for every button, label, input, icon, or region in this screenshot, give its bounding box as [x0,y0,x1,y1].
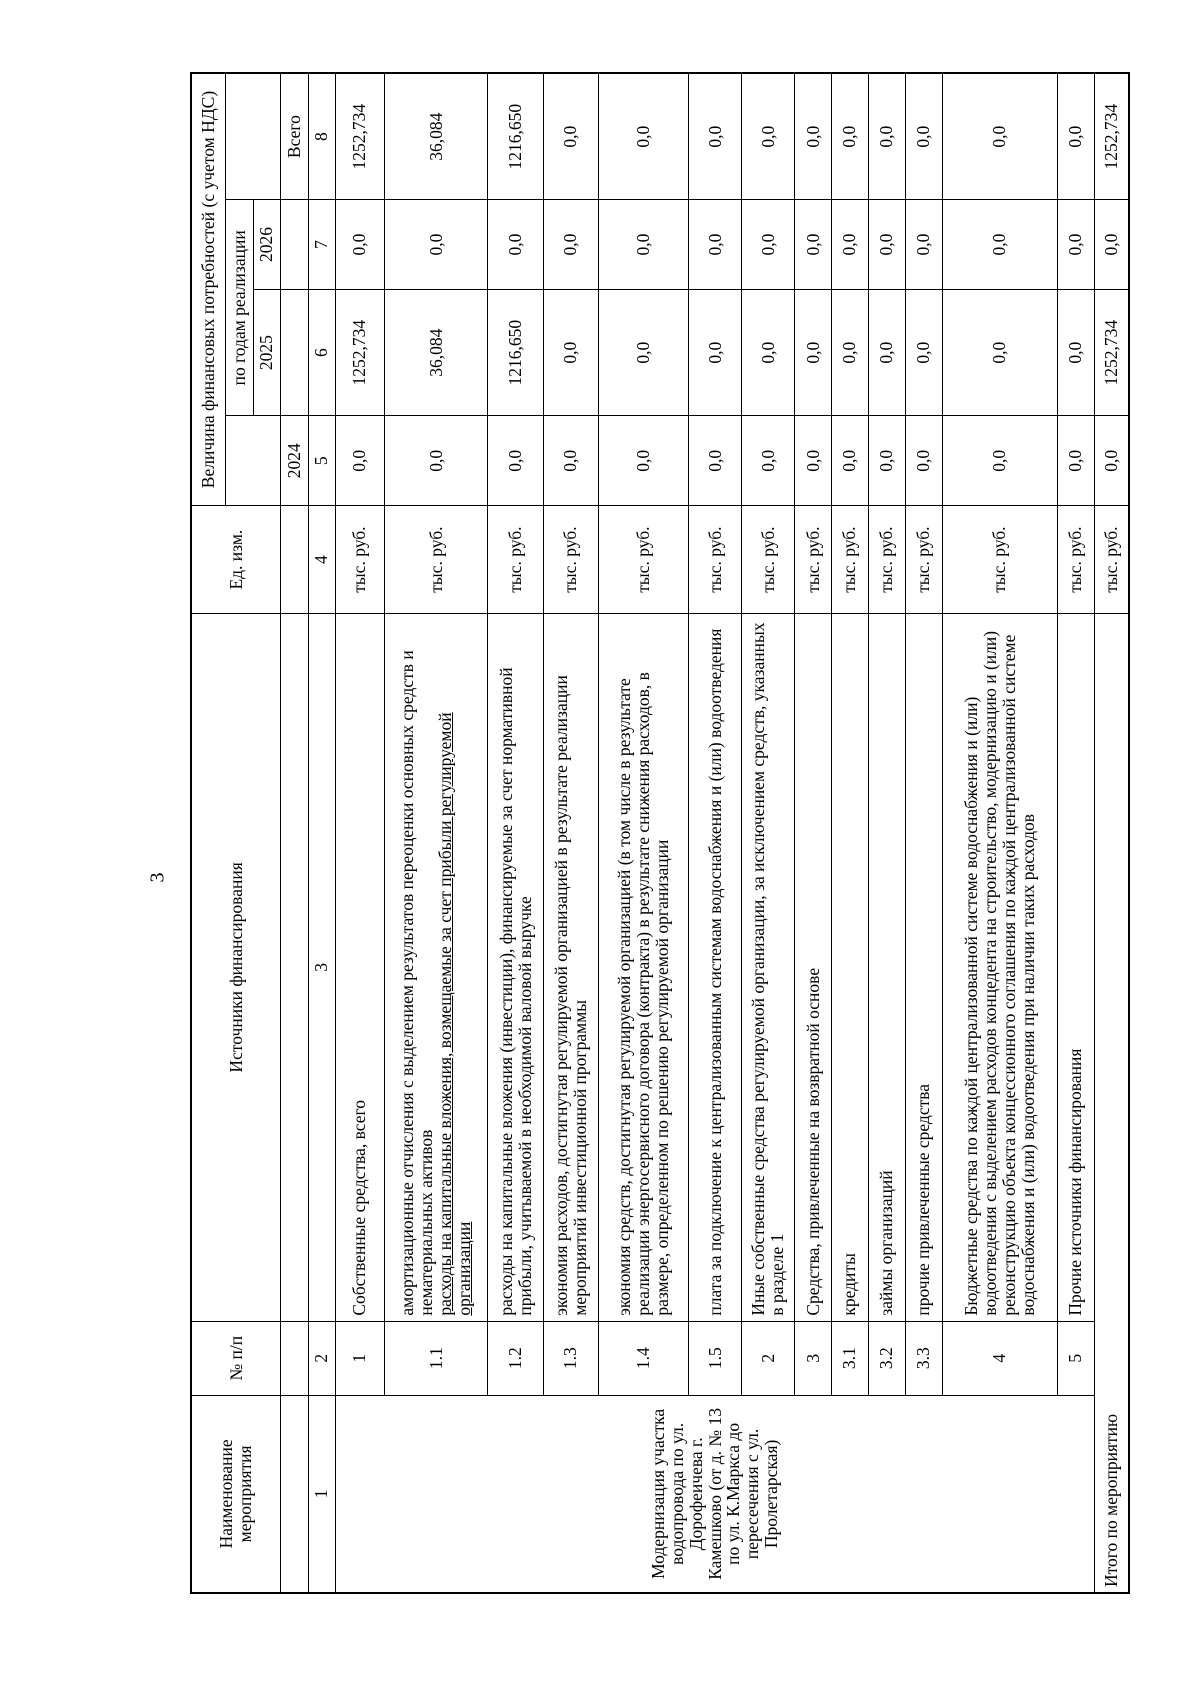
value-2024: 0,0 [795,416,832,506]
source-cell: расходы на капитальные вложения (инвестиции), финансируемые за счет нормативной прибыли, учитываемой в необходимой валовой выручке [488,614,543,1321]
header-num: № п/п [191,1321,281,1395]
value-2024: 0,0 [1094,416,1129,506]
col-number: 3 [308,614,336,1321]
value-total: 1252,734 [1094,73,1129,200]
col-number: 2 [308,1321,336,1395]
unit-cell: тыс. руб. [688,506,741,614]
table-row [795,73,832,1593]
row-number: 1.2 [488,1321,543,1395]
source-cell: прочие привлеченные средства [905,614,942,1321]
table-row [599,73,689,1593]
unit-cell: тыс. руб. [488,506,543,614]
value-2025: 0,0 [831,289,868,416]
value-2026: 0,0 [905,200,942,290]
row-number: 1 [336,1321,384,1395]
header-row [191,73,226,1593]
table-body [191,73,1129,1593]
unit-cell: тыс. руб. [795,506,832,614]
value-total: 0,0 [795,73,832,200]
row-number: 4 [942,1321,1057,1395]
table-row [488,73,543,1593]
header-blank [281,614,309,1321]
source-cell: экономия расходов, достигнутая регулируемой организацией в результате реализации мероприятий инвестиционной программы [543,614,598,1321]
financing-table [190,72,1130,1594]
row-number: 3.2 [868,1321,905,1395]
value-2024: 0,0 [488,416,543,506]
header-total: Всего [281,73,309,200]
value-2025: 0,0 [868,289,905,416]
source-cell: экономия средств, достигнутая регулируемой организацией (в том числе в результате реализации энергосервисного договора (контракта) в результате снижения расходов, в размере, определенном по решению регулируемой организации [599,614,689,1321]
value-total: 1216,650 [488,73,543,200]
table-row [336,73,384,1593]
value-2026: 0,0 [868,200,905,290]
value-2025: 0,0 [942,289,1057,416]
source-cell: кредиты [831,614,868,1321]
value-total: 0,0 [599,73,689,200]
unit-cell: тыс. руб. [831,506,868,614]
total-row [1094,73,1129,1593]
column-number-row [308,73,336,1593]
row-number: 1.5 [688,1321,741,1395]
value-total: 36,084 [384,73,488,200]
value-2025: 0,0 [599,289,689,416]
value-2024: 0,0 [599,416,689,506]
source-cell: Средства, привлеченные на возвратной основе [795,614,832,1321]
table-row [942,73,1057,1593]
source-cell [384,614,488,1321]
value-2026: 0,0 [831,200,868,290]
source-text-b: расходы на капитальные вложения, возмещаемые за счет прибыли регулируемой организации [435,712,474,1316]
unit-cell: тыс. руб. [1057,506,1094,614]
unit-cell: тыс. руб. [742,506,795,614]
value-2026: 0,0 [1057,200,1094,290]
value-2024: 0,0 [384,416,488,506]
value-2026: 0,0 [688,200,741,290]
value-total: 0,0 [543,73,598,200]
value-2024: 0,0 [868,416,905,506]
unit-cell: тыс. руб. [384,506,488,614]
value-2025: 0,0 [795,289,832,416]
value-2025: 0,0 [688,289,741,416]
header-by-years: по годам реализации [226,200,254,416]
header-blank [226,416,281,506]
row-number: 1.4 [599,1321,689,1395]
value-total: 0,0 [868,73,905,200]
value-2026: 0,0 [336,200,384,290]
table-row [543,73,598,1593]
table-row [868,73,905,1593]
value-2026: 0,0 [942,200,1057,290]
row-number: 1.1 [384,1321,488,1395]
value-2026: 0,0 [795,200,832,290]
value-2025: 0,0 [905,289,942,416]
value-2025: 0,0 [1057,289,1094,416]
row-number: 5 [1057,1321,1094,1395]
header-blank [281,1321,309,1395]
value-2025: 0,0 [543,289,598,416]
row-number: 1.3 [543,1321,598,1395]
value-2026: 0,0 [543,200,598,290]
source-cell: Иные собственные средства регулируемой организации, за исключением средств, указанных в разделе 1 [742,614,795,1321]
unit-cell: тыс. руб. [336,506,384,614]
rotated-table-container [190,72,1130,1594]
value-total: 0,0 [905,73,942,200]
unit-cell: тыс. руб. [1094,506,1129,614]
value-2024: 0,0 [905,416,942,506]
unit-cell: тыс. руб. [942,506,1057,614]
value-2025: 0,0 [742,289,795,416]
table-row [742,73,795,1593]
header-2026: 2026 [253,200,281,290]
source-cell: плата за подключение к централизованным системам водоснабжения и (или) водоотведения [688,614,741,1321]
value-2026: 0,0 [384,200,488,290]
value-2026: 0,0 [488,200,543,290]
table-row [831,73,868,1593]
header-unit: Ед. изм. [191,506,281,614]
value-total: 0,0 [942,73,1057,200]
col-number: 6 [308,289,336,416]
header-2024: 2024 [281,416,309,506]
value-total: 0,0 [688,73,741,200]
value-total: 1252,734 [336,73,384,200]
event-name-cell: Модернизация участка водопровода по ул. Дорофеичева г. Камешково (от д. № 13 по ул. К.Маркса до пересечения с ул. Пролетарская) [336,1395,1095,1593]
header-blank [281,506,309,614]
value-total: 0,0 [831,73,868,200]
header-blank [226,73,281,200]
value-2026: 0,0 [742,200,795,290]
header-2025: 2025 [253,289,281,416]
value-2024: 0,0 [831,416,868,506]
value-2024: 0,0 [336,416,384,506]
value-2024: 0,0 [742,416,795,506]
header-row [281,73,309,1593]
value-2026: 0,0 [1094,200,1129,290]
source-cell: Собственные средства, всего [336,614,384,1321]
col-number: 1 [308,1395,336,1593]
value-total: 0,0 [1057,73,1094,200]
col-number: 7 [308,200,336,290]
page-number: 3 [146,872,169,883]
table-row [384,73,488,1593]
header-blank [281,200,309,290]
unit-cell: тыс. руб. [599,506,689,614]
row-number: 3.3 [905,1321,942,1395]
value-2025: 1216,650 [488,289,543,416]
total-label: Итого по мероприятию [1094,614,1129,1593]
col-number: 8 [308,73,336,200]
row-number: 3.1 [831,1321,868,1395]
source-cell: Прочие источники финансирования [1057,614,1094,1321]
value-2024: 0,0 [688,416,741,506]
value-2024: 0,0 [543,416,598,506]
header-source: Источники финансирования [191,614,281,1321]
source-cell: займы организаций [868,614,905,1321]
header-blank [281,289,309,416]
table-row [905,73,942,1593]
header-blank [281,1395,309,1593]
row-number: 2 [742,1321,795,1395]
unit-cell: тыс. руб. [543,506,598,614]
value-2025: 1252,734 [1094,289,1129,416]
header-name: Наименование мероприятия [191,1395,281,1593]
unit-cell: тыс. руб. [868,506,905,614]
col-number: 4 [308,506,336,614]
table-row [688,73,741,1593]
value-total: 0,0 [742,73,795,200]
col-number: 5 [308,416,336,506]
value-2026: 0,0 [599,200,689,290]
value-2025: 1252,734 [336,289,384,416]
header-magnitude: Величина финансовых потребностей (с учетом НДС) [191,73,226,506]
value-2024: 0,0 [942,416,1057,506]
value-2025: 36,084 [384,289,488,416]
row-number: 3 [795,1321,832,1395]
table-row [1057,73,1094,1593]
unit-cell: тыс. руб. [905,506,942,614]
source-cell: Бюджетные средства по каждой централизованной системе водоснабжения и (или) водоотведения с выделением расходов концедента на строительство, модернизацию и (или) реконструкцию объекта концессионного соглашения по каждой централизованной системе водоснабжения и (или) водоотведения при наличии таких расходов [942,614,1057,1321]
value-2024: 0,0 [1057,416,1094,506]
source-text: амортизационные отчисления с выделением результатов переоценки основных средств и нематериальных активов [397,650,437,1316]
